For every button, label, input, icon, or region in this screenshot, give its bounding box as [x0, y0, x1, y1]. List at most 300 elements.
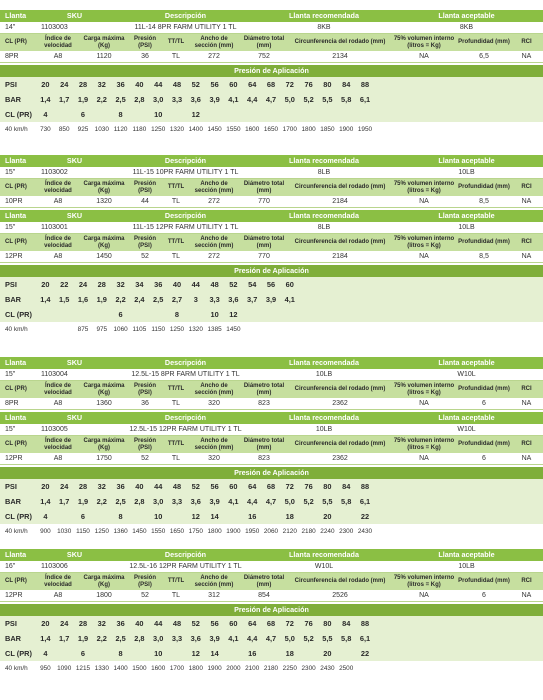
psi-row-cell: 56 — [210, 79, 219, 89]
bar-row-cell: 4,4 — [247, 94, 258, 104]
kmh-row-cell: 1500 — [132, 665, 147, 673]
psi-row-cell — [299, 277, 318, 292]
bar-row-cell: 1,4 — [40, 94, 51, 104]
kmh-row-cell: 2240 — [320, 528, 335, 536]
bar-row-cell: 5,0 — [284, 633, 295, 643]
spec-prof: Profundidad (mm) — [458, 386, 510, 393]
spec-value-cl: 12PR — [5, 591, 23, 599]
psi-row-cell: 76 — [304, 481, 313, 491]
spec-value-vol: NA — [419, 197, 429, 205]
cl-row-label: CL (PR) — [5, 109, 32, 119]
value-sku: 1103005 — [41, 425, 68, 433]
cl-row-cell — [92, 509, 111, 524]
cl-row-cell — [262, 509, 281, 524]
cl-row-cell: 22 — [360, 511, 370, 521]
kmh-row-cell: 1150 — [151, 326, 166, 334]
psi-row-cell: 52 — [191, 79, 200, 89]
psi-row-cell: 60 — [229, 481, 238, 491]
psi-row-cell: 68 — [266, 79, 276, 89]
tire-header-row — [0, 155, 543, 167]
value-rec: W10L — [314, 562, 334, 570]
bar-row-cell: 2,5 — [115, 633, 126, 643]
spec-prof: Profundidad (mm) — [458, 239, 510, 246]
tire-header-row — [0, 210, 543, 222]
kmh-row-cell: 1750 — [188, 528, 203, 536]
cl-row-cell — [168, 646, 187, 661]
bar-row-cell: 5,8 — [341, 633, 352, 643]
cl-row-cell — [168, 509, 187, 524]
psi-row-cell: 64 — [248, 481, 257, 491]
psi-row-cell: 68 — [266, 481, 276, 491]
bar-row-cell: 4,7 — [265, 94, 277, 104]
header-sku: SKU — [66, 211, 83, 221]
bar-row-cell: 6,1 — [359, 94, 371, 104]
cl-row-cell: 16 — [248, 648, 257, 658]
spec-diametro: Diámetro total (mm) — [243, 36, 285, 49]
value-desc: 11L-15 12PR FARM UTILITY 1 TL — [132, 223, 239, 231]
spec-value-row — [0, 590, 543, 602]
kmh-row — [0, 524, 543, 541]
spec-value-pres: 44 — [141, 197, 149, 205]
psi-row-label: PSI — [5, 79, 17, 89]
tire-header-row — [0, 357, 543, 369]
kmh-row-cell: 1800 — [188, 665, 203, 673]
spec-value-cl: 10PR — [5, 197, 23, 205]
bar-row-cell: 1,5 — [59, 294, 70, 304]
kmh-row-cell: 1385 — [207, 326, 222, 334]
spec-value-ind: A8 — [53, 252, 63, 260]
psi-row-cell: 36 — [116, 618, 125, 628]
spec-value-circ: 2362 — [332, 454, 348, 462]
header-sku: SKU — [66, 413, 83, 423]
spec-circ: Circunferencia del rodado (mm) — [294, 441, 386, 448]
kmh-row-cell: 1800 — [301, 126, 316, 134]
value-rec: 10LB — [315, 370, 333, 378]
header-recomendada: Llanta recomendada — [289, 211, 359, 221]
spec-value-rci: NA — [521, 399, 532, 407]
psi-row-cell: 48 — [172, 481, 182, 491]
kmh-row-cell — [243, 322, 262, 339]
aplicacion-header — [0, 65, 543, 77]
aplicacion-title: Presión de Aplicación — [234, 468, 309, 478]
spec-presion: Presión (PSI) — [133, 236, 156, 249]
spec-presion: Presión (PSI) — [133, 181, 156, 194]
psi-row-cell: 40 — [135, 481, 144, 491]
cl-row-cell: 14 — [210, 648, 219, 658]
spec-circ: Circunferencia del rodado (mm) — [294, 239, 386, 246]
spec-value-carga: 1320 — [96, 197, 112, 205]
cl-row-cell — [337, 509, 356, 524]
spec-value-cl: 12PR — [5, 454, 23, 462]
psi-row-cell: 72 — [285, 618, 294, 628]
spec-diametro: Diámetro total (mm) — [243, 181, 285, 194]
spec-tttl: TT/TL — [167, 239, 185, 246]
psi-row-cell: 56 — [266, 279, 276, 289]
psi-row-cell: 32 — [97, 481, 106, 491]
spec-value-vol: NA — [419, 252, 429, 260]
spec-cl: CL (PR) — [5, 39, 27, 46]
kmh-row-cell: 1105 — [132, 326, 147, 334]
header-aceptable: Llanta aceptable — [438, 413, 495, 423]
psi-row — [0, 277, 543, 292]
kmh-row-cell: 1360 — [113, 528, 128, 536]
cl-row-cell — [299, 307, 318, 322]
cl-row-cell: 8 — [118, 109, 123, 119]
spec-value-prof: 8,5 — [479, 252, 489, 260]
spec-value-carga: 1120 — [96, 52, 112, 60]
kmh-row-cell: 2120 — [282, 528, 297, 536]
spec-header-row — [0, 381, 543, 398]
kmh-row — [0, 122, 543, 139]
cl-row-cell: 18 — [285, 648, 294, 658]
value-acc: 10LB — [458, 168, 475, 176]
cl-row-cell — [130, 646, 149, 661]
psi-row-cell: 36 — [116, 79, 125, 89]
cl-row-cell — [337, 107, 356, 122]
cl-row-cell — [299, 107, 318, 122]
spec-value-diam: 752 — [258, 52, 270, 60]
kmh-row-cell: 1180 — [132, 126, 147, 134]
kmh-row-cell: 975 — [96, 326, 108, 334]
bar-row-cell: 1,7 — [59, 496, 70, 506]
psi-row-cell: 54 — [248, 279, 257, 289]
spec-presion: Presión (PSI) — [133, 575, 156, 588]
bar-row-cell: 4,1 — [284, 294, 295, 304]
bar-row-cell: 3,7 — [247, 294, 258, 304]
spec-value-diam: 770 — [258, 197, 270, 205]
bar-row-label: BAR — [5, 633, 22, 643]
kmh-row-label: 40 km/h — [5, 528, 28, 536]
spec-diametro: Diámetro total (mm) — [243, 383, 285, 396]
psi-row-cell: 64 — [248, 79, 257, 89]
psi-row-cell: 64 — [248, 618, 257, 628]
spec-value-rci: NA — [521, 252, 532, 260]
cl-row-cell: 8 — [118, 648, 123, 658]
psi-row-cell: 44 — [191, 279, 200, 289]
spec-ancho: Ancho de sección (mm) — [194, 383, 234, 396]
header-recomendada: Llanta recomendada — [289, 156, 359, 166]
kmh-row-cell: 1060 — [113, 326, 128, 334]
spec-vol: 75% volumen interno (litros = Kg) — [393, 236, 455, 249]
cl-row-cell — [55, 509, 74, 524]
bar-row — [0, 92, 543, 107]
cl-row-cell — [318, 107, 337, 122]
spec-rci: RCI — [521, 441, 532, 448]
header-llanta: Llanta — [5, 156, 27, 166]
aplicacion-header — [0, 604, 543, 616]
cl-row-cell: 12 — [229, 309, 238, 319]
kmh-row-cell: 1150 — [76, 528, 90, 536]
spec-tttl: TT/TL — [167, 184, 185, 191]
cl-row-cell: 10 — [210, 309, 219, 319]
cl-row-cell: 12 — [191, 109, 200, 119]
cl-row-cell — [299, 509, 318, 524]
cl-row-cell — [186, 307, 205, 322]
tire-value-row — [0, 222, 543, 234]
spec-value-carga: 1360 — [96, 399, 112, 407]
spec-prof: Profundidad (mm) — [458, 441, 510, 448]
spec-value-row — [0, 196, 543, 208]
kmh-row-cell: 2100 — [245, 665, 260, 673]
cl-row-cell: 4 — [43, 511, 48, 521]
spec-indice: Índice de velocidad — [44, 236, 72, 249]
header-aceptable: Llanta aceptable — [438, 211, 495, 221]
spec-value-carga: 1750 — [96, 454, 112, 462]
cl-row-cell: 6 — [80, 648, 86, 658]
bar-row-cell: 1,4 — [40, 496, 51, 506]
spec-value-ancho: 312 — [208, 591, 220, 599]
kmh-row-cell — [318, 322, 337, 339]
bar-row-cell: 4,7 — [265, 633, 277, 643]
psi-row-cell: 32 — [116, 279, 125, 289]
bar-row-cell: 3 — [193, 294, 198, 304]
kmh-row-cell: 1320 — [188, 326, 203, 334]
bar-row-cell: 3,9 — [265, 294, 277, 304]
bar-row-cell: 5,8 — [341, 94, 352, 104]
cl-row-cell — [130, 307, 149, 322]
bar-row-cell: 5,2 — [303, 496, 314, 506]
psi-row-cell: 20 — [41, 618, 50, 628]
bar-row-cell: 3,9 — [209, 496, 220, 506]
cl-row-cell: 10 — [154, 511, 163, 521]
spec-carga: Carga máxima (Kg) — [83, 181, 125, 194]
cl-row-cell — [299, 646, 318, 661]
psi-row-cell: 48 — [210, 279, 219, 289]
bar-row-cell: 6,1 — [359, 496, 371, 506]
cl-row-cell: 22 — [360, 648, 370, 658]
spec-carga: Carga máxima (Kg) — [83, 575, 125, 588]
kmh-row-cell: 1950 — [245, 528, 260, 536]
kmh-row-cell: 2180 — [301, 528, 316, 536]
spec-rci: RCI — [521, 239, 532, 246]
spec-ancho: Ancho de sección (mm) — [194, 575, 234, 588]
kmh-row-cell — [280, 322, 299, 339]
psi-row-cell: 44 — [154, 618, 163, 628]
cl-row-cell — [168, 107, 187, 122]
value-acc: 10LB — [458, 223, 475, 231]
aplicacion-header — [0, 467, 543, 479]
psi-row-cell: 22 — [60, 279, 69, 289]
header-llanta: Llanta — [5, 413, 27, 423]
kmh-row-label: 40 km/h — [5, 126, 28, 134]
bar-row-cell — [356, 292, 375, 307]
kmh-row — [0, 661, 543, 678]
cl-row-cell — [262, 646, 281, 661]
cl-row-cell: 14 — [210, 511, 219, 521]
tire-value-row — [0, 424, 543, 436]
bar-row-cell: 5,5 — [322, 496, 333, 506]
spec-rci: RCI — [521, 184, 532, 191]
header-sku: SKU — [66, 550, 83, 560]
psi-row-cell: 20 — [41, 79, 50, 89]
cl-row-cell — [55, 107, 74, 122]
header-llanta: Llanta — [5, 358, 27, 368]
bar-row-cell: 5,2 — [303, 94, 314, 104]
value-llanta: 15" — [5, 425, 16, 433]
kmh-row-cell: 875 — [77, 326, 89, 334]
spec-value-ancho: 320 — [208, 399, 220, 407]
bar-row-cell: 4,1 — [228, 94, 239, 104]
cl-row-cell: 20 — [323, 511, 332, 521]
cl-row-cell — [130, 107, 149, 122]
spec-value-diam: 770 — [258, 252, 270, 260]
spec-value-ind: A8 — [53, 197, 63, 205]
kmh-row-cell: 2060 — [263, 528, 279, 536]
spec-header-row — [0, 179, 543, 196]
spec-value-tt: TL — [171, 197, 181, 205]
cl-row-cell: 8 — [118, 511, 123, 521]
bar-row-cell: 3,6 — [228, 294, 239, 304]
cl-row-cell: 20 — [323, 648, 332, 658]
header-recomendada: Llanta recomendada — [289, 413, 359, 423]
spec-cl: CL (PR) — [5, 184, 27, 191]
bar-row — [0, 292, 543, 307]
psi-row-cell: 52 — [229, 279, 238, 289]
spec-vol: 75% volumen interno (litros = Kg) — [393, 438, 455, 451]
psi-row-cell: 84 — [342, 79, 351, 89]
header-aceptable: Llanta aceptable — [438, 156, 495, 166]
psi-row-cell: 60 — [229, 79, 238, 89]
cl-row-cell: 12 — [191, 511, 200, 521]
psi-row-cell: 76 — [304, 618, 313, 628]
cl-row-cell — [280, 307, 299, 322]
kmh-row-cell: 1550 — [151, 528, 166, 536]
cl-row-cell — [243, 107, 262, 122]
kmh-row-cell: 1450 — [226, 326, 241, 334]
value-llanta: 15" — [5, 168, 16, 176]
psi-row — [0, 616, 543, 631]
spec-circ: Circunferencia del rodado (mm) — [294, 578, 386, 585]
bar-row-label: BAR — [5, 294, 22, 304]
psi-row-cell: 32 — [97, 79, 106, 89]
kmh-row-cell: 2430 — [320, 665, 335, 673]
spec-diametro: Diámetro total (mm) — [243, 236, 285, 249]
kmh-row-cell: 1400 — [113, 665, 128, 673]
bar-row-cell: 1,9 — [77, 496, 89, 506]
kmh-row-cell: 2500 — [339, 665, 354, 673]
tire-value-row — [0, 22, 543, 34]
value-rec: 8LB — [317, 168, 331, 176]
kmh-row-cell — [262, 322, 281, 339]
spec-value-pres: 52 — [141, 454, 149, 462]
psi-row-cell: 48 — [172, 618, 182, 628]
aplicacion-title: Presión de Aplicación — [234, 266, 309, 276]
value-rec: 8KB — [317, 23, 331, 31]
cl-row-cell: 6 — [118, 309, 123, 319]
bar-row-cell: 5,8 — [341, 496, 352, 506]
value-llanta: 14" — [5, 23, 16, 31]
psi-row-cell: 28 — [78, 79, 88, 89]
bar-row-cell: 3,3 — [171, 633, 183, 643]
cl-row-cell: 18 — [285, 511, 294, 521]
spec-value-ind: A8 — [53, 399, 63, 407]
spec-value-circ: 2362 — [332, 399, 348, 407]
psi-row-label: PSI — [5, 481, 17, 491]
cl-row-label: CL (PR) — [5, 309, 32, 319]
psi-row-cell: 24 — [78, 279, 88, 289]
cl-row-cell: 10 — [154, 648, 163, 658]
bar-row — [0, 631, 543, 646]
value-acc: W10L — [457, 370, 476, 378]
value-acc: W10L — [457, 425, 476, 433]
spec-header-row — [0, 573, 543, 590]
psi-row-cell: 80 — [323, 481, 332, 491]
psi-row-cell: 72 — [285, 481, 294, 491]
psi-row-cell — [337, 277, 356, 292]
header-sku: SKU — [66, 11, 83, 21]
kmh-row-cell: 1650 — [263, 126, 279, 134]
header-llanta: Llanta — [5, 11, 27, 21]
spec-value-ind: A8 — [53, 454, 63, 462]
bar-row-cell: 3,3 — [209, 294, 220, 304]
bar-row-cell: 2,5 — [115, 94, 126, 104]
bar-row-cell — [337, 292, 356, 307]
spec-indice: Índice de velocidad — [44, 383, 72, 396]
bar-row-cell: 2,8 — [134, 94, 145, 104]
bar-row-cell: 2,2 — [96, 94, 107, 104]
bar-row-cell: 3,0 — [153, 94, 164, 104]
cl-row-cell: 4 — [43, 109, 48, 119]
psi-row-cell: 72 — [285, 79, 294, 89]
kmh-row-cell — [356, 661, 375, 678]
header-recomendada: Llanta recomendada — [289, 358, 359, 368]
cl-row-cell: 4 — [43, 648, 48, 658]
value-desc: 12.5L-15 12PR FARM UTILITY 1 TL — [129, 425, 242, 433]
kmh-row-cell — [55, 322, 74, 339]
bar-row-label: BAR — [5, 496, 22, 506]
spec-value-circ: 2134 — [332, 52, 348, 60]
bar-row-cell: 4,1 — [228, 633, 239, 643]
spec-value-diam: 854 — [258, 591, 270, 599]
header-descripcion: Descripción — [164, 550, 207, 560]
cl-row-cell — [356, 307, 375, 322]
bar-row-cell: 2,2 — [96, 496, 107, 506]
kmh-row-label: 40 km/h — [5, 326, 28, 334]
cl-row-cell: 8 — [174, 309, 180, 319]
kmh-row-cell: 925 — [77, 126, 89, 134]
spec-value-rci: NA — [521, 197, 532, 205]
kmh-row-cell: 1950 — [357, 126, 373, 134]
spec-value-row — [0, 398, 543, 410]
cl-row-cell — [130, 509, 149, 524]
spec-vol: 75% volumen interno (litros = Kg) — [393, 383, 455, 396]
bar-row-cell: 5,2 — [303, 633, 314, 643]
kmh-row-cell: 2250 — [282, 665, 297, 673]
value-llanta: 15" — [5, 223, 16, 231]
cl-row-cell — [224, 646, 243, 661]
header-descripcion: Descripción — [164, 413, 207, 423]
cl-row-cell — [92, 107, 111, 122]
bar-row-cell: 5,5 — [322, 633, 333, 643]
value-sku: 1103001 — [41, 223, 68, 231]
spec-rci: RCI — [521, 386, 532, 393]
cl-row-cell — [92, 646, 111, 661]
bar-row-cell: 2,4 — [134, 294, 145, 304]
kmh-row-cell: 2300 — [339, 528, 354, 536]
spec-indice: Índice de velocidad — [44, 575, 72, 588]
bar-row-cell: 1,4 — [40, 633, 51, 643]
value-sku: 1103002 — [41, 168, 68, 176]
spec-value-tt: TL — [171, 399, 181, 407]
value-rec: 10LB — [315, 425, 333, 433]
value-rec: 8LB — [317, 223, 331, 231]
spec-value-ind: A8 — [53, 52, 63, 60]
spec-value-carga: 1450 — [96, 252, 112, 260]
psi-row-cell: 80 — [323, 618, 332, 628]
header-recomendada: Llanta recomendada — [289, 550, 359, 560]
bar-row-cell: 1,9 — [96, 294, 107, 304]
bar-row — [0, 494, 543, 509]
